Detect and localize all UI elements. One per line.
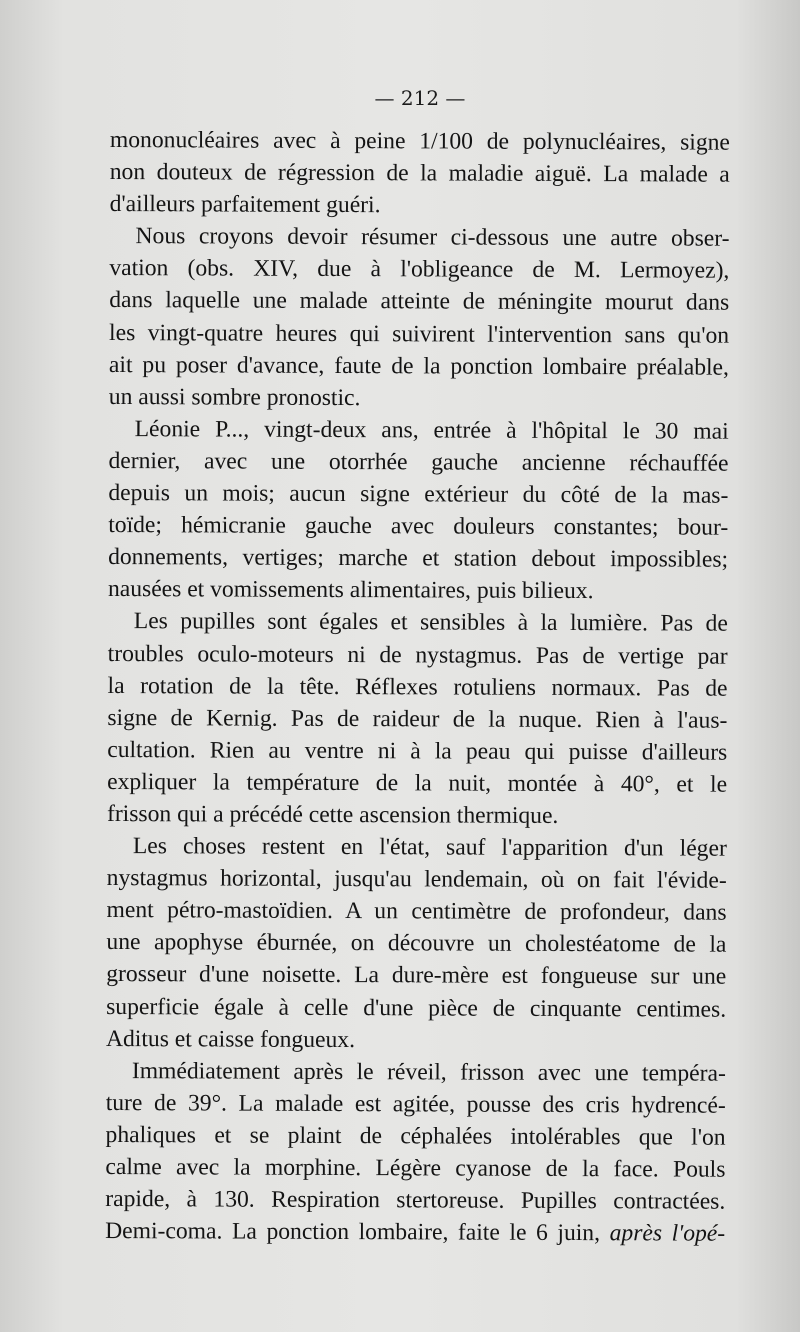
text-line-content: ture de 39°. La malade est agitée, pousse des cris hydrencé-: [105, 1089, 726, 1119]
text-line-content: dans laquelle une malade atteinte de méningite mourut dans: [109, 287, 730, 317]
text-line: [106, 991, 726, 1026]
text-line-content: troubles oculo-moteurs ni de nystagmus. Pas de vertige par: [107, 640, 728, 670]
text-line-content: signe de Kernig. Pas de raideur de la nuque. Rien à l'aus-: [107, 704, 728, 734]
text-line-content: les vingt-quatre heures qui suivirent l'intervention sans qu'on: [109, 319, 730, 349]
text-line-content: superficie égale à celle d'une pièce de cinquante centimes.: [106, 993, 727, 1023]
text-line-content: rapide, à 130. Respiration stertoreuse. Pupilles contractées.: [105, 1186, 726, 1215]
text-line-content: calme avec la morphine. Légère cyanose de la face. Pouls: [105, 1153, 726, 1183]
text-line: [106, 958, 726, 993]
text-line: [106, 1119, 726, 1154]
text-line-content: nausées et vomissements alimentaires, puis bilieux.: [107, 576, 594, 605]
text-line: [108, 541, 728, 576]
text-line: [108, 509, 728, 544]
text-line: [110, 156, 730, 191]
text-line: [107, 670, 727, 705]
text-line-content: frisson qui a précédé cette ascension thermique.: [106, 800, 559, 829]
text-line-content: Immédiatement après le réveil, frisson avec une tempéra-: [131, 1057, 726, 1087]
italic-text: après l'opé-: [609, 1220, 726, 1247]
text-line: [105, 1151, 725, 1186]
text-line: [108, 477, 728, 512]
text-line-content: Nous croyons devoir résumer ci-dessous une autre obser-: [135, 223, 730, 252]
text-line-content: d'ailleurs parfaitement guéri.: [109, 191, 381, 219]
text-line: [107, 862, 727, 897]
text-line-content: vation (obs. XIV, due à l'obligeance de M. Lermoyez),: [109, 255, 730, 285]
text-line: [108, 445, 728, 480]
text-line: [107, 766, 727, 801]
text-line-content: dernier, avec une otorrhée gauche ancienne réchauffée: [108, 447, 729, 477]
body-text: [105, 124, 730, 1250]
text-line: [109, 381, 729, 416]
text-line-content: Les choses restent en l'état, sauf l'apparition d'un léger: [132, 833, 727, 862]
text-line-content: Léonie P..., vingt-deux ans, entrée à l'hôpital le 30 mai: [134, 415, 729, 445]
text-line: [106, 1055, 726, 1090]
text-line: [105, 1183, 725, 1218]
text-line-content: toïde; hémicranie gauche avec douleurs constantes; bour-: [108, 512, 729, 541]
text-line: [107, 798, 727, 833]
text-line-content: phaliques et se plaint de céphalées intolérables que l'on: [105, 1121, 726, 1151]
text-line: [106, 926, 726, 961]
text-line-content: depuis un mois; aucun signe extérieur du côté de la mas-: [108, 480, 729, 509]
text-line: [109, 413, 729, 448]
text-line-content: la rotation de la tête. Réflexes rotuliens normaux. Pas de: [107, 672, 728, 702]
text-line-content: un aussi sombre pronostic.: [108, 383, 361, 411]
text-line-content: nystagmus horizontal, jusqu'au lendemain, où on fait l'évide-: [106, 865, 727, 894]
text-line-content: grosseur d'une noisette. La dure-mère est fongueuse sur une: [106, 961, 727, 991]
text-line: [110, 124, 730, 159]
text-line: [107, 830, 727, 865]
text-line: [106, 1087, 726, 1122]
text-line-content: mononucléaires avec à peine 1/100 de polynucléaires, signe: [109, 126, 730, 156]
text-line: [105, 1215, 725, 1250]
text-line-content: Aditus et caisse fongueux.: [105, 1025, 356, 1053]
text-line: [109, 349, 729, 384]
text-line: [108, 573, 728, 608]
text-line: [106, 1023, 726, 1058]
text-line-content: Demi-coma. La ponction lombaire, faite le 6 juin,: [105, 1218, 601, 1247]
text-line: [108, 637, 728, 672]
text-line: [106, 894, 726, 929]
text-line-content: donnements, vertiges; marche et station debout impossibles;: [108, 544, 729, 573]
page-number: — 212 —: [374, 86, 466, 110]
text-line: [107, 702, 727, 737]
text-line: [109, 220, 729, 255]
text-line: [109, 252, 729, 287]
text-line: [108, 605, 728, 640]
text-line-content: ment pétro-mastoïdien. A un centimètre de profondeur, dans: [106, 897, 727, 926]
text-line: [109, 284, 729, 319]
text-line-content: ait pu poser d'avance, faute de la ponction lombaire préalable,: [108, 351, 730, 381]
text-line: [107, 734, 727, 769]
text-line: [109, 317, 729, 352]
text-line: [110, 188, 730, 223]
text-line-content: expliquer la température de la nuit, montée à 40°, et le: [107, 768, 728, 798]
text-line-content: non douteux de régression de la maladie aiguë. La malade a: [109, 159, 730, 188]
text-line-content: cultation. Rien au ventre ni à la peau qui puisse d'ailleurs: [107, 736, 728, 766]
text-line-content: Les pupilles sont égales et sensibles à la lumière. Pas de: [133, 608, 728, 638]
text-line-content: une apophyse éburnée, on découvre un cholestéatome de la: [106, 929, 727, 959]
